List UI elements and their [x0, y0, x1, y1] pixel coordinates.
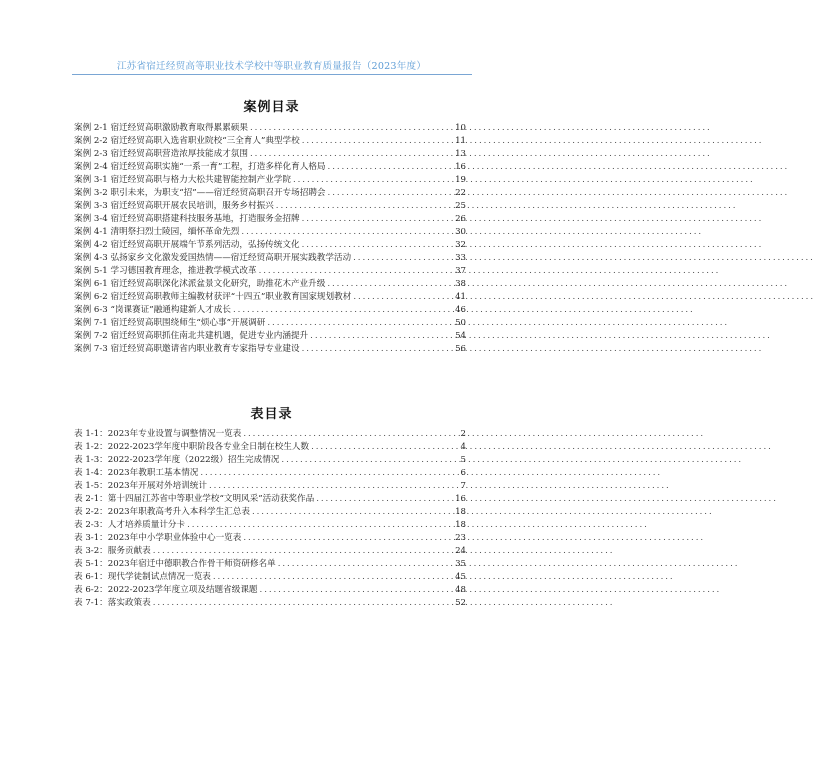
dot-leader	[300, 135, 455, 148]
case-entry[interactable]	[74, 252, 466, 265]
table-entry[interactable]	[74, 519, 466, 532]
table-entry-page: 48	[455, 585, 466, 595]
case-entry-label: 案例 2-2 宿迁经贸高职入选省职业院校“三全育人”典型学校	[74, 136, 300, 146]
table-entry-page: 7	[460, 481, 466, 491]
case-entry[interactable]	[74, 304, 466, 317]
dot-leader	[258, 584, 456, 597]
dot-leader	[314, 493, 455, 506]
table-list	[74, 428, 466, 610]
case-entry-label: 案例 3-3 宿迁经贸高职开展农民培训，服务乡村振兴	[74, 201, 274, 211]
table-entry-label: 表 5-1：2023年宿迁中德职教合作骨干师资研修名单	[74, 559, 276, 569]
dot-leader	[279, 454, 456, 467]
dot-leader	[151, 545, 455, 558]
header-rule	[72, 74, 472, 75]
table-entry-page: 52	[455, 598, 466, 608]
case-entry-page: 32	[455, 240, 466, 250]
table-entry[interactable]	[74, 428, 466, 441]
case-entry-label: 案例 5-1 学习德国教育理念，推进教学模式改革	[74, 266, 257, 276]
table-entry-label: 表 7-1：落实政策表	[74, 598, 151, 608]
dot-leader	[300, 239, 456, 252]
dot-leader	[185, 519, 455, 532]
case-entry-page: 10	[455, 123, 466, 133]
case-entry-label: 案例 2-4 宿迁经贸高职实施“一系一育”工程，打造多样化育人格局	[74, 162, 326, 172]
dot-leader	[151, 597, 455, 610]
case-entry[interactable]	[74, 317, 466, 330]
dot-leader	[308, 330, 455, 343]
table-entry-label: 表 2-3：人才培养质量计分卡	[74, 520, 186, 530]
case-entry[interactable]	[74, 187, 466, 200]
case-entry[interactable]	[74, 213, 466, 226]
table-entry[interactable]	[74, 506, 466, 519]
case-entry-page: 22	[455, 188, 466, 198]
case-entry-page: 46	[455, 305, 466, 315]
dot-leader	[351, 252, 455, 265]
table-entry-label: 表 1-2：2022-2023学年度中职阶段各专业全日制在校生人数	[74, 442, 310, 452]
case-entry-page: 26	[455, 214, 466, 224]
case-entry-page: 54	[455, 331, 466, 341]
case-entry-label: 案例 6-3 “岗课赛证”融通构建新人才成长	[74, 305, 231, 315]
case-entry-page: 56	[455, 344, 466, 354]
case-entry-label: 案例 4-3 弘扬家乡文化激发爱国热情——宿迁经贸高职开展实践教学活动	[74, 253, 352, 263]
table-entry[interactable]	[74, 545, 466, 558]
case-entry[interactable]	[74, 122, 466, 135]
dot-leader	[248, 148, 455, 161]
table-entry[interactable]	[74, 558, 466, 571]
table-entry-label: 表 1-1：2023年专业设置与调整情况一览表	[74, 429, 242, 439]
case-entry-page: 41	[455, 292, 466, 302]
dot-leader	[300, 213, 456, 226]
table-entry-label: 表 6-1：现代学徒制试点情况一览表	[74, 572, 211, 582]
dot-leader	[351, 291, 455, 304]
dot-leader	[198, 467, 456, 480]
case-entry-label: 案例 4-2 宿迁经贸高职开展端午节系列活动，弘扬传统文化	[74, 240, 300, 250]
table-entry-label: 表 3-1：2023年中小学职业体验中心一览表	[74, 533, 242, 543]
table-entry[interactable]	[74, 467, 466, 480]
report-header: 江苏省宿迁经贸高等职业技术学校中等职业教育质量报告（2023年度）	[116, 61, 427, 72]
table-entry[interactable]	[74, 454, 466, 467]
case-entry-label: 案例 3-1 宿迁经贸高职与格力大松共建智能控制产业学院	[74, 175, 291, 185]
table-entry-page: 45	[455, 572, 466, 582]
table-list-title: 表目录	[250, 407, 293, 422]
case-entry-label: 案例 7-1 宿迁经贸高职围绕师生“烦心事”开展调研	[74, 318, 266, 328]
dot-leader	[325, 278, 455, 291]
dot-leader	[241, 532, 455, 545]
dot-leader	[207, 480, 456, 493]
table-entry[interactable]	[74, 597, 466, 610]
table-entry-page: 4	[460, 442, 466, 452]
table-entry-page: 18	[455, 507, 466, 517]
table-entry-label: 表 1-5：2023年开展对外培训统计	[74, 481, 207, 491]
case-entry[interactable]	[74, 148, 466, 161]
case-entry[interactable]	[74, 226, 466, 239]
case-entry-label: 案例 3-2 职引未来，为职支“招”——宿迁经贸高职召开专场招聘会	[74, 188, 326, 198]
case-list-title: 案例目录	[243, 100, 300, 115]
case-entry[interactable]	[74, 135, 466, 148]
table-entry-label: 表 1-3：2022-2023学年度（2022级）招生完成情况	[74, 455, 280, 465]
case-entry[interactable]	[74, 330, 466, 343]
case-entry[interactable]	[74, 278, 466, 291]
dot-leader	[326, 187, 456, 200]
table-entry[interactable]	[74, 480, 466, 493]
case-entry-label: 案例 6-1 宿迁经贸高职深化沭派盆景文化研究，助推花木产业升级	[74, 279, 326, 289]
case-entry[interactable]	[74, 239, 466, 252]
case-entry[interactable]	[74, 174, 466, 187]
dot-leader	[248, 122, 455, 135]
dot-leader	[276, 558, 455, 571]
table-entry-page: 18	[455, 520, 466, 530]
case-entry-page: 30	[455, 227, 466, 237]
table-entry-page: 16	[455, 494, 466, 504]
dot-leader	[291, 174, 455, 187]
table-entry[interactable]	[74, 441, 466, 454]
table-entry-page: 5	[460, 455, 466, 465]
dot-leader	[250, 506, 455, 519]
table-entry-page: 24	[455, 546, 466, 556]
dot-leader	[257, 265, 455, 278]
table-entry-page: 23	[455, 533, 466, 543]
table-entry[interactable]	[74, 493, 466, 506]
case-entry-page: 11	[455, 136, 466, 146]
dot-leader	[300, 343, 456, 356]
table-entry[interactable]	[74, 584, 466, 597]
dot-leader	[274, 200, 455, 213]
table-entry-page: 35	[455, 559, 466, 569]
case-entry-label: 案例 2-1 宿迁经贸高职激励教育取得累累硕果	[74, 123, 248, 133]
case-entry-page: 33	[455, 253, 466, 263]
table-entry-label: 表 2-2：2023年职教高考升入本科学生汇总表	[74, 507, 250, 517]
case-entry-label: 案例 7-2 宿迁经贸高职抓住南北共建机遇，促进专业内涵提升	[74, 331, 309, 341]
case-list	[74, 122, 466, 356]
dot-leader	[265, 317, 455, 330]
case-entry-page: 16	[455, 162, 466, 172]
case-entry-page: 25	[455, 201, 466, 211]
case-entry-label: 案例 2-3 宿迁经贸高职营造浓厚技能成才氛围	[74, 149, 248, 159]
case-entry-page: 38	[455, 279, 466, 289]
case-entry[interactable]	[74, 343, 466, 356]
dot-leader	[241, 428, 456, 441]
case-entry[interactable]	[74, 161, 466, 174]
dot-leader	[326, 161, 456, 174]
dot-leader	[231, 304, 455, 317]
dot-leader	[211, 571, 455, 584]
dot-leader	[239, 226, 455, 239]
table-entry[interactable]	[74, 532, 466, 545]
table-entry-page: 2	[460, 429, 466, 439]
case-entry-label: 案例 6-2 宿迁经贸高职教师主编教材获评“十四五”职业教育国家规划教材	[74, 292, 352, 302]
case-entry-label: 案例 4-1 清明祭扫烈士陵园，缅怀革命先烈	[74, 227, 240, 237]
table-entry-label: 表 1-4：2023年教职工基本情况	[74, 468, 199, 478]
table-entry-label: 表 6-2：2022-2023学年度立项及结题省级课题	[74, 585, 258, 595]
table-entry-page: 6	[460, 468, 466, 478]
case-entry-page: 37	[455, 266, 466, 276]
case-entry-label: 案例 3-4 宿迁经贸高职搭建科技服务基地，打造服务金招牌	[74, 214, 300, 224]
dot-leader	[309, 441, 456, 454]
case-entry[interactable]	[74, 291, 466, 304]
table-entry-label: 表 2-1：第十四届江苏省中等职业学校“文明风采”活动获奖作品	[74, 494, 315, 504]
table-entry-label: 表 3-2：服务贡献表	[74, 546, 151, 556]
case-entry[interactable]	[74, 265, 466, 278]
case-entry-page: 19	[455, 175, 466, 185]
case-entry-page: 50	[455, 318, 466, 328]
case-entry-page: 13	[455, 149, 466, 159]
case-entry-label: 案例 7-3 宿迁经贸高职邀请省内职业教育专家指导专业建设	[74, 344, 300, 354]
case-entry[interactable]	[74, 200, 466, 213]
table-entry[interactable]	[74, 571, 466, 584]
